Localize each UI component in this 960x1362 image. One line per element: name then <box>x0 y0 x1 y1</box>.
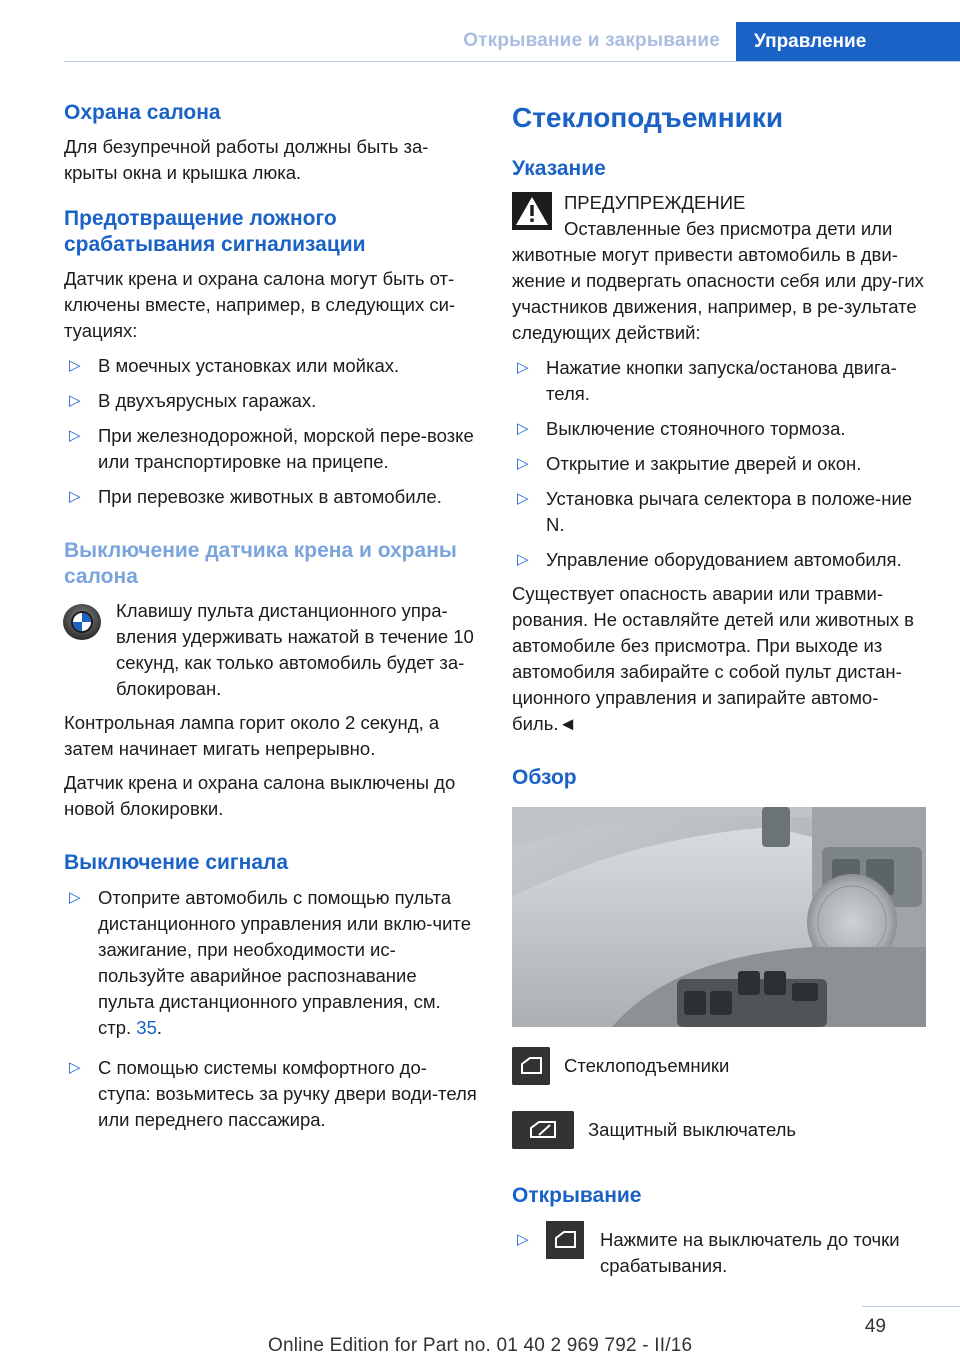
disable-sensor-step: Клавишу пульта дистанционного упра-вления удерживать нажатой в течение 10 секунд, как только автомобиль будет за-блокирован. <box>116 600 474 699</box>
heading-opening: Открывание <box>512 1184 642 1207</box>
triangle-bullet-icon: ▷ <box>517 455 529 472</box>
heading-cabin-protection: Охрана салона <box>64 101 221 124</box>
remote-key-icon <box>62 602 102 642</box>
false-alarm-text: Датчик крена и охрана салона могут быть от-ключены вместе, например, в следующих си-туациях: <box>64 268 456 341</box>
list-item: ▷ Выключение стояночного тормоза. <box>512 416 926 442</box>
triangle-bullet-icon: ▷ <box>517 1231 529 1248</box>
door-panel-photo <box>512 807 926 1027</box>
window-switch-icon <box>546 1221 584 1259</box>
remote-key-instruction <box>64 598 478 702</box>
triangle-bullet-icon: ▷ <box>69 392 81 409</box>
triangle-bullet-icon: ▷ <box>517 490 529 507</box>
triangle-bullet-icon: ▷ <box>517 420 529 437</box>
edition-text: Online Edition for Part no. 01 40 2 969 792 - II/16 <box>268 1335 693 1356</box>
triangle-bullet-icon: ▷ <box>517 551 529 568</box>
heading-disable-sensor: Выключение датчика крена и охраны салона <box>64 539 457 588</box>
page-number: 49 <box>864 1316 886 1337</box>
list-item <box>512 1221 926 1279</box>
opening-list <box>512 1221 926 1279</box>
warning-heading: ПРЕДУПРЕЖДЕНИЕ <box>564 192 746 213</box>
list-item: ▷ С помощью системы комфортного до-ступа: возьмитесь за ручку двери води-теля или переднего пассажира. <box>69 1057 477 1130</box>
indicator-lamp-text: Контрольная лампа горит около 2 секунд, а затем начинает мигать непрерывно. <box>64 712 440 759</box>
header-chapter-tab: Управление <box>736 22 960 62</box>
heading-disable-alarm: Выключение сигнала <box>64 851 289 874</box>
warning-block <box>512 190 926 216</box>
header-section-title: Открывание и закрывание <box>463 30 720 51</box>
safety-switch-icon <box>512 1111 574 1149</box>
left-column <box>64 100 478 1133</box>
list-item: ▷ При перевозке животных в автомобиле. <box>64 484 478 510</box>
footer-rule <box>862 1306 960 1307</box>
window-switch-legend <box>512 1047 926 1091</box>
heading-false-alarm: Предотвращение ложного срабатывания сигнализации <box>64 207 366 256</box>
page-link[interactable]: 35 <box>136 1017 157 1038</box>
heading-note: Указание <box>512 157 606 180</box>
warning-conclusion: Существует опасность аварии или травми-рования. Не оставляйте детей или животных в автомобиле без присмотра. При выходе из автомобиля забирайте с собой пульт дистан-ционного управления и запирайте автомо-биль.◄ <box>512 583 914 734</box>
triangle-bullet-icon: ▷ <box>69 427 81 444</box>
triangle-bullet-icon: ▷ <box>69 357 81 374</box>
list-item: ▷ Установка рычага селектора в положе-ние N. <box>517 488 913 535</box>
header-rule <box>64 61 960 62</box>
list-item: ▷ Отоприте автомобиль с помощью пульта дистанционного управления или вклю-чите зажигание, при необходимости ис-пользуйте аварийное распознавание пульта дистанционного управления, см. стр. 35. <box>69 887 471 1038</box>
safety-switch-label: Защитный выключатель <box>588 1119 797 1140</box>
heading-power-windows: Стеклоподъемники <box>512 102 784 133</box>
list-item: ▷ Нажатие кнопки запуска/останова двига-теля. <box>517 357 897 404</box>
cabin-protection-text: Для безупречной работы должны быть за-крыты окна и крышка люка. <box>64 136 429 183</box>
right-column <box>512 100 926 1279</box>
list-item: ▷ В двухъярусных гаражах. <box>64 388 478 414</box>
window-switch-icon <box>512 1047 550 1085</box>
warning-text: Оставленные без присмотра дети или животные могут привести автомобиль в дви-жение и подвергать опасности себя или дру-гих участников движения, например, в ре-зультате следующих действий: <box>512 218 924 343</box>
warning-list <box>512 355 926 573</box>
heading-overview: Обзор <box>512 766 577 789</box>
sensor-off-text: Датчик крена и охрана салона выключены до новой блокировки. <box>64 772 456 819</box>
triangle-bullet-icon: ▷ <box>517 359 529 376</box>
page-header <box>0 0 960 62</box>
warning-triangle-icon <box>512 192 552 230</box>
triangle-bullet-icon: ▷ <box>69 488 81 505</box>
opening-step: Нажмите на выключатель до точки срабатывания. <box>600 1229 900 1276</box>
window-switch-label: Стеклоподъемники <box>564 1055 730 1076</box>
triangle-bullet-icon: ▷ <box>69 889 81 906</box>
list-item: ▷ При железнодорожной, морской пере-возке или транспортировке на прицепе. <box>69 425 474 472</box>
list-item: ▷ В моечных установках или мойках. <box>64 353 478 379</box>
disable-alarm-list <box>64 885 478 1133</box>
list-item: ▷ Открытие и закрытие дверей и окон. <box>512 451 926 477</box>
false-alarm-list <box>64 353 478 510</box>
safety-switch-legend <box>512 1111 926 1155</box>
triangle-bullet-icon: ▷ <box>69 1059 81 1076</box>
list-item: ▷ Управление оборудованием автомобиля. <box>512 547 926 573</box>
